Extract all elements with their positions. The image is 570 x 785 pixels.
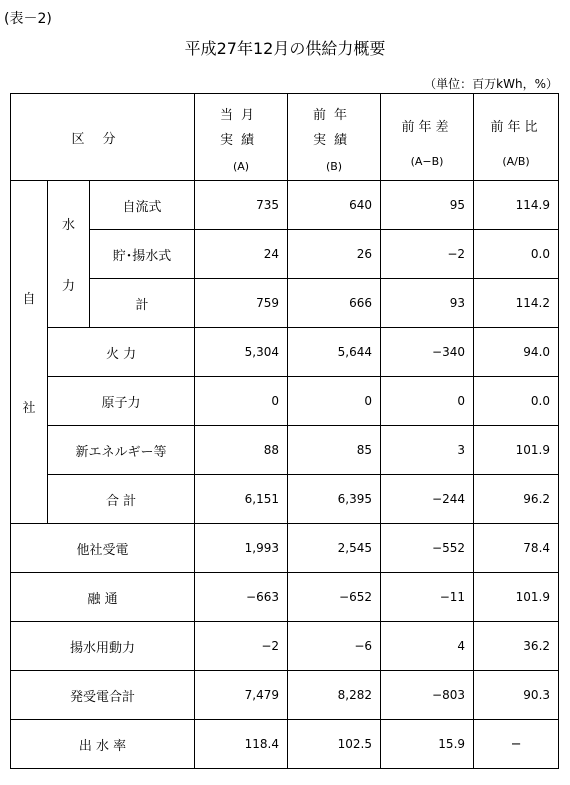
cell-diff: −244 [381, 475, 474, 524]
table-row [11, 426, 559, 475]
cell-diff: 0 [381, 377, 474, 426]
cell-ratio: 90.3 [474, 671, 559, 720]
header-kubun: 区分 [11, 94, 195, 181]
cell-prev: −652 [288, 573, 381, 622]
cell-prev: 0 [288, 377, 381, 426]
header-row [11, 94, 559, 181]
cell-prev: 666 [288, 279, 381, 328]
row-label: 出 水 率 [11, 720, 195, 769]
cell-diff: 95 [381, 181, 474, 230]
cell-prev: 5,644 [288, 328, 381, 377]
cell-diff: −11 [381, 573, 474, 622]
row-label: 計 [90, 279, 195, 328]
cell-prev: 640 [288, 181, 381, 230]
row-label: 新エネルギー等 [48, 426, 195, 475]
header-ratio: 前年比 (A/B) [474, 94, 559, 181]
cell-current: 0 [195, 377, 288, 426]
suiryoku-label: 水 力 [48, 181, 90, 328]
header-current: 当月 実績 (A) [195, 94, 288, 181]
unit-note: （単位：百万kWh，%） [424, 77, 558, 91]
cell-diff: 4 [381, 622, 474, 671]
page-title: 平成27年12月の供給力概要 [184, 39, 386, 58]
table-row [11, 524, 559, 573]
cell-ratio: 0.0 [474, 377, 559, 426]
cell-diff: −552 [381, 524, 474, 573]
cell-ratio: − [474, 720, 559, 769]
cell-current: 735 [195, 181, 288, 230]
header-diff: 前年差 (A−B) [381, 94, 474, 181]
table-row [11, 181, 559, 230]
cell-prev: 6,395 [288, 475, 381, 524]
cell-diff: −2 [381, 230, 474, 279]
supply-table [10, 93, 559, 769]
row-label: 他社受電 [11, 524, 195, 573]
row-label: 融 通 [11, 573, 195, 622]
row-label: 合 計 [48, 475, 195, 524]
cell-ratio: 96.2 [474, 475, 559, 524]
table-row [11, 720, 559, 769]
table-row [11, 328, 559, 377]
jisha-label: 自 社 [11, 181, 48, 524]
cell-current: 759 [195, 279, 288, 328]
cell-current: −2 [195, 622, 288, 671]
header-prev: 前年 実績 (B) [288, 94, 381, 181]
cell-prev: 26 [288, 230, 381, 279]
cell-current: −663 [195, 573, 288, 622]
table-row [11, 377, 559, 426]
cell-current: 24 [195, 230, 288, 279]
cell-diff: −803 [381, 671, 474, 720]
row-label: 火 力 [48, 328, 195, 377]
cell-prev: 102.5 [288, 720, 381, 769]
row-label: 原子力 [48, 377, 195, 426]
cell-diff: 3 [381, 426, 474, 475]
cell-current: 1,993 [195, 524, 288, 573]
cell-prev: 2,545 [288, 524, 381, 573]
cell-current: 5,304 [195, 328, 288, 377]
cell-diff: 93 [381, 279, 474, 328]
cell-ratio: 36.2 [474, 622, 559, 671]
cell-ratio: 0.0 [474, 230, 559, 279]
cell-current: 7,479 [195, 671, 288, 720]
cell-current: 118.4 [195, 720, 288, 769]
cell-ratio: 78.4 [474, 524, 559, 573]
cell-ratio: 114.9 [474, 181, 559, 230]
cell-diff: −340 [381, 328, 474, 377]
cell-ratio: 114.2 [474, 279, 559, 328]
cell-ratio: 101.9 [474, 573, 559, 622]
row-label: 自流式 [90, 181, 195, 230]
cell-ratio: 101.9 [474, 426, 559, 475]
row-label: 揚水用動力 [11, 622, 195, 671]
row-label: 貯･揚水式 [90, 230, 195, 279]
table-row [11, 475, 559, 524]
cell-prev: 85 [288, 426, 381, 475]
table-row [11, 622, 559, 671]
row-label: 発受電合計 [11, 671, 195, 720]
table-row [11, 230, 559, 279]
table-row [11, 573, 559, 622]
cell-prev: 8,282 [288, 671, 381, 720]
cell-current: 6,151 [195, 475, 288, 524]
cell-diff: 15.9 [381, 720, 474, 769]
table-row [11, 279, 559, 328]
table-tag: (表－2) [4, 11, 52, 27]
cell-prev: −6 [288, 622, 381, 671]
table-row [11, 671, 559, 720]
cell-current: 88 [195, 426, 288, 475]
cell-ratio: 94.0 [474, 328, 559, 377]
